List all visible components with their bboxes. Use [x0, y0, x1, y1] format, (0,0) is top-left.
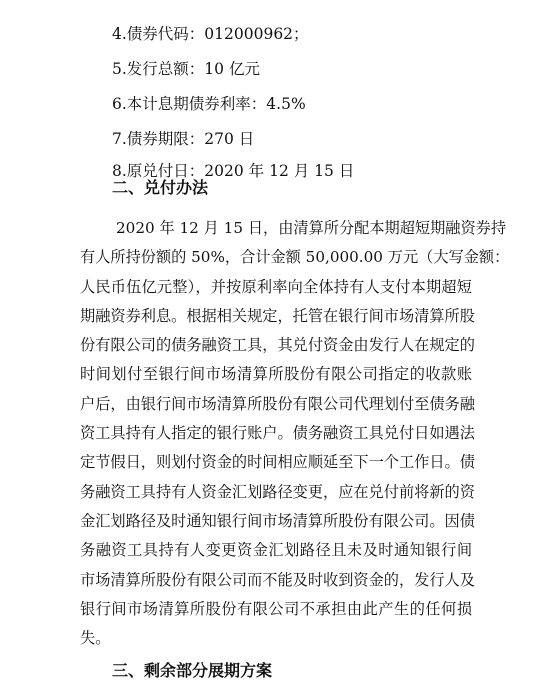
paragraph-line: 有人所持份额的 50%，合计金额 50,000.00 万元（大写金额：: [80, 248, 510, 267]
paragraph-line: 金汇划路径及时通知银行间市场清算所股份有限公司。因债: [80, 511, 475, 530]
info-original-payment-date: 8.原兑付日：2020 年 12 月 15 日: [112, 162, 355, 180]
paragraph-line: 人民币伍亿元整），并按原利率向全体持有人支付本期超短: [80, 277, 472, 296]
section-heading-extension-plan: 三、剩余部分展期方案: [112, 661, 273, 680]
paragraph-line: 定节假日，则划付资金的时间相应顺延至下一个工作日。债: [80, 453, 475, 472]
info-bond-code: 4.债券代码：012000962；: [112, 25, 309, 43]
paragraph-line: 银行间市场清算所股份有限公司不承担由此产生的任何损: [80, 599, 472, 618]
paragraph-line: 失。: [80, 629, 111, 648]
paragraph-line: 份有限公司的债务融资工具，其兑付资金由发行人在规定的: [80, 336, 475, 355]
paragraph-line: 资工具持有人指定的银行账户。债务融资工具兑付日如遇法: [80, 424, 475, 443]
section-heading-payment-method: 二、兑付办法: [112, 178, 209, 197]
paragraph-line: 期融资券利息。根据相关规定，托管在银行间市场清算所股: [80, 306, 475, 325]
info-bond-term: 7.债券期限：270 日: [112, 130, 255, 148]
paragraph-line: 务融资工具持有人变更资金汇划路径且未及时通知银行间: [80, 541, 472, 560]
paragraph-line: 2020 年 12 月 15 日，由清算所分配本期超短期融资券持: [116, 219, 507, 237]
paragraph-line: 市场清算所股份有限公司而不能及时收到资金的，发行人及: [80, 570, 475, 589]
info-interest-rate: 6.本计息期债券利率：4.5%: [112, 95, 306, 113]
payment-method-paragraph: [80, 214, 510, 653]
paragraph-line: 务融资工具持有人资金汇划路径变更，应在兑付前将新的资: [80, 482, 475, 501]
paragraph-line: 户后，由银行间市场清算所股份有限公司代理划付至债务融: [80, 394, 475, 413]
info-issue-amount: 5.发行总额：10 亿元: [112, 60, 260, 78]
paragraph-line: 时间划付至银行间市场清算所股份有限公司指定的收款账: [80, 365, 472, 384]
